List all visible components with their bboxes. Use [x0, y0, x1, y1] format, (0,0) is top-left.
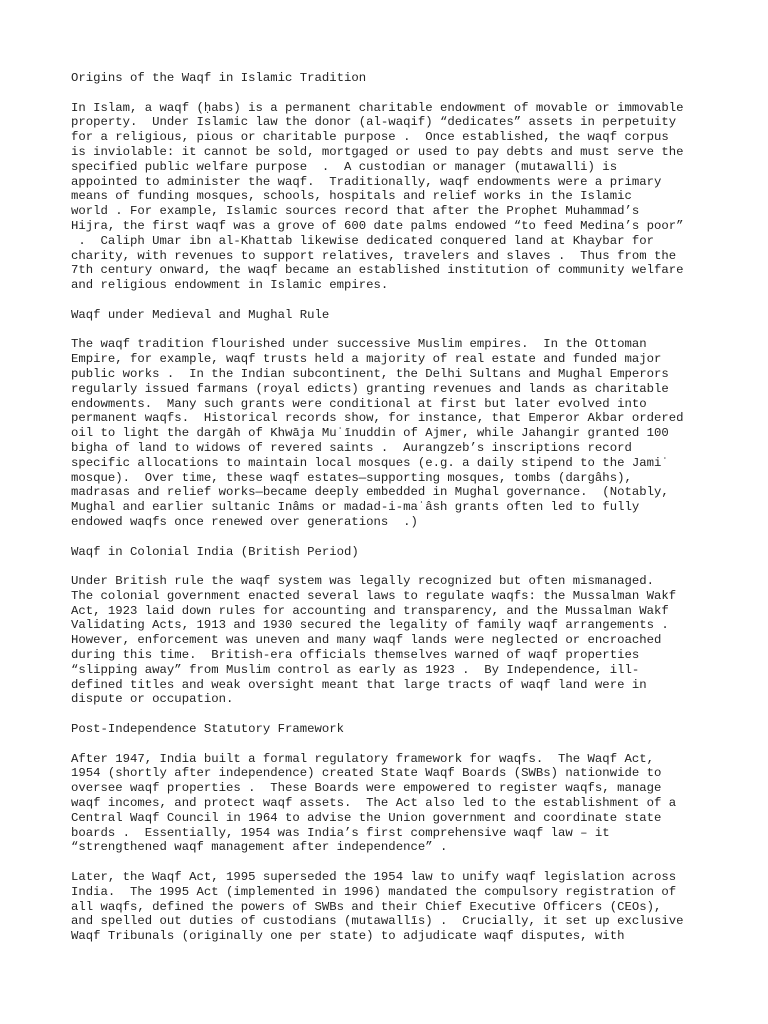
text-line: during this time. British-era officials themselves warned of waqf properties [71, 648, 640, 663]
text-line: boards . Essentially, 1954 was India’s first comprehensive waqf law – it [71, 825, 610, 840]
text-line: oversee waqf properties . These Boards were empowered to register waqfs, manage [71, 781, 662, 796]
body-paragraph [71, 101, 711, 293]
body-paragraph [71, 870, 711, 944]
text-line: public works . In the Indian subcontinent, the Delhi Sultans and Mughal Emperors [71, 366, 669, 381]
text-line: specific allocations to maintain local mosques (e.g. a daily stipend to the Jamiʿ [71, 455, 669, 470]
text-line: means of funding mosques, schools, hospitals and relief works in the Islamic [71, 189, 632, 204]
text-line: dispute or occupation. [71, 692, 234, 707]
text-line: “strengthened waqf management after independence” . [71, 840, 448, 855]
text-line: The colonial government enacted several laws to regulate waqfs: the Mussalman Wakf [71, 588, 677, 603]
text-line: endowments. Many such grants were conditional at first but later evolved into [71, 396, 647, 411]
text-line: Mughal and earlier sultanic Inâms or madad-i-maʿâsh grants often led to fully [71, 500, 640, 515]
text-line: permanent waqfs. Historical records show, for instance, that Emperor Akbar ordered [71, 411, 684, 426]
text-line: Act, 1923 laid down rules for accounting and transparency, and the Mussalman Wakf [71, 603, 669, 618]
section-heading: Origins of the Waqf in Islamic Tradition [71, 71, 367, 85]
text-line: specified public welfare purpose . A custodian or manager (mutawalli) is [71, 159, 618, 174]
body-paragraph [71, 337, 711, 529]
text-line: Hijra, the first waqf was a grove of 600 date palms endowed “to feed Medina’s poor” [71, 218, 684, 233]
text-line: Under British rule the waqf system was legally recognized but often mismanaged. [71, 574, 654, 589]
body-paragraph [71, 574, 711, 707]
text-line: 1954 (shortly after independence) created State Waqf Boards (SWBs) nationwide to [71, 766, 662, 781]
text-line: The waqf tradition flourished under successive Muslim empires. In the Ottoman [71, 337, 647, 352]
text-line: madrasas and relief works—became deeply embedded in Mughal governance. (Notably, [71, 485, 669, 500]
text-line: India. The 1995 Act (implemented in 1996) mandated the compulsory registration of [71, 884, 677, 899]
document-page [71, 71, 711, 959]
text-line: waqf incomes, and protect waqf assets. The Act also led to the establishment of a [71, 796, 677, 811]
text-line: In Islam, a waqf (ḥabs) is a permanent charitable endowment of movable or immovable [71, 100, 684, 115]
text-line: appointed to administer the waqf. Traditionally, waqf endowments were a primary [71, 174, 662, 189]
text-line: Validating Acts, 1913 and 1930 secured the legality of family waqf arrangements . [71, 618, 669, 633]
text-line: oil to light the dargāh of Khwāja Muʿīnuddin of Ajmer, while Jahangir granted 100 [71, 426, 669, 441]
text-line: After 1947, India built a formal regulatory framework for waqfs. The Waqf Act, [71, 751, 654, 766]
text-line: Central Waqf Council in 1964 to advise the Union government and coordinate state [71, 810, 662, 825]
text-line: world . For example, Islamic sources record that after the Prophet Muhammad’s [71, 204, 640, 219]
text-line: 7th century onward, the waqf became an established institution of community welfare [71, 263, 684, 278]
section-heading: Waqf under Medieval and Mughal Rule [71, 307, 330, 322]
text-line: bigha of land to widows of revered saints . Aurangzeb’s inscriptions record [71, 440, 632, 455]
section-heading: Waqf in Colonial India (British Period) [71, 544, 359, 559]
text-line: defined titles and weak oversight meant that large tracts of waqf land were in [71, 677, 647, 692]
section-heading: Post-Independence Statutory Framework [71, 722, 345, 737]
body-paragraph [71, 752, 711, 856]
text-line: Later, the Waqf Act, 1995 superseded the 1954 law to unify waqf legislation across [71, 870, 677, 885]
text-line: regularly issued farmans (royal edicts) granting revenues and lands as charitable [71, 381, 669, 396]
text-line: is inviolable: it cannot be sold, mortgaged or used to pay debts and must serve the [71, 144, 684, 159]
text-line: property. Under Islamic law the donor (al-waqif) “dedicates” assets in perpetuity [71, 115, 677, 130]
text-line: Empire, for example, waqf trusts held a majority of real estate and funded major [71, 352, 662, 367]
text-line: . Caliph Umar ibn al-Khattab likewise dedicated conquered land at Khaybar for [71, 233, 654, 248]
text-line: and spelled out duties of custodians (mutawallīs) . Crucially, it set up exclusive [71, 914, 684, 929]
text-line: “slipping away” from Muslim control as early as 1923 . By Independence, ill- [71, 662, 640, 677]
text-line: and religious endowment in Islamic empires. [71, 278, 389, 293]
text-line: However, enforcement was uneven and many waqf lands were neglected or encroached [71, 633, 662, 648]
text-line: Waqf Tribunals (originally one per state) to adjudicate waqf disputes, with [71, 929, 625, 944]
text-line: charity, with revenues to support relatives, travelers and slaves . Thus from the [71, 248, 677, 263]
text-line: mosque). Over time, these waqf estates—supporting mosques, tombs (dargâhs), [71, 470, 632, 485]
text-line: for a religious, pious or charitable purpose . Once established, the waqf corpus [71, 130, 669, 145]
text-line: all waqfs, defined the powers of SWBs and their Chief Executive Officers (CEOs), [71, 899, 662, 914]
text-line: endowed waqfs once renewed over generations .) [71, 514, 418, 529]
